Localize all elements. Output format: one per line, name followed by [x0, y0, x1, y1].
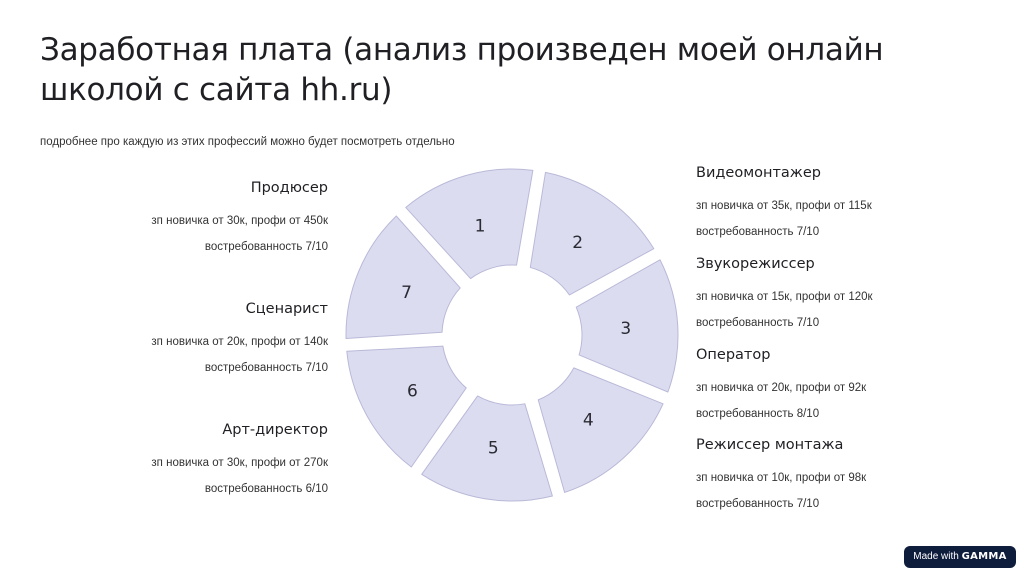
profession-demand: востребованность 6/10 [204, 483, 328, 495]
wheel-segment-label: 1 [474, 216, 486, 237]
profession-salary: зп новичка от 10к, профи от 98к [696, 472, 867, 484]
wheel-segment-label: 4 [582, 410, 594, 431]
wheel-segment-label: 3 [620, 319, 632, 340]
profession-wheel-diagram [330, 160, 690, 510]
profession-demand: востребованность 7/10 [696, 498, 820, 510]
profession-name: Арт-директор [222, 422, 328, 438]
gamma-logo: GAMMA [961, 551, 1007, 562]
profession-card-camera-operator [696, 347, 996, 427]
made-with-gamma-badge[interactable] [904, 546, 1016, 568]
wheel-segment-label: 7 [401, 282, 412, 303]
page-subtitle: подробнее про каждую из этих профессий можно будет посмотреть отдельно [40, 136, 455, 148]
profession-salary: зп новичка от 30к, профи от 270к [151, 457, 328, 469]
profession-salary: зп новичка от 35к, профи от 115к [696, 200, 872, 212]
profession-salary: зп новичка от 20к, профи от 140к [151, 336, 328, 348]
wheel-segment-4 [538, 368, 663, 493]
badge-prefix: Made with [913, 551, 959, 562]
profession-card-editing-director [696, 437, 996, 517]
profession-demand: востребованность 7/10 [204, 362, 328, 374]
profession-name: Режиссер монтажа [696, 437, 844, 453]
profession-card-video-editor [696, 165, 996, 245]
page-title: Заработная плата (анализ произведен моей онлайн школой с сайта hh.ru) [40, 32, 884, 108]
profession-name: Сценарист [245, 301, 328, 317]
profession-name: Оператор [696, 347, 771, 363]
profession-name: Продюсер [250, 180, 328, 196]
profession-salary: зп новичка от 20к, профи от 92к [696, 382, 867, 394]
profession-demand: востребованность 7/10 [696, 226, 820, 238]
profession-demand: востребованность 7/10 [204, 241, 328, 253]
profession-name: Видеомонтажер [696, 165, 821, 181]
wheel-segment-label: 2 [572, 232, 584, 253]
profession-card-screenwriter [28, 301, 328, 381]
wheel-segment-label: 5 [487, 438, 499, 459]
profession-salary: зп новичка от 30к, профи от 450к [151, 215, 328, 227]
wheel-segment-label: 6 [407, 381, 418, 402]
profession-card-sound-engineer [696, 256, 996, 336]
profession-name: Звукорежиссер [696, 256, 815, 272]
profession-card-producer [28, 180, 328, 260]
profession-demand: востребованность 8/10 [696, 408, 820, 420]
profession-salary: зп новичка от 15к, профи от 120к [696, 291, 873, 303]
profession-demand: востребованность 7/10 [696, 317, 820, 329]
profession-card-art-director [28, 422, 328, 502]
